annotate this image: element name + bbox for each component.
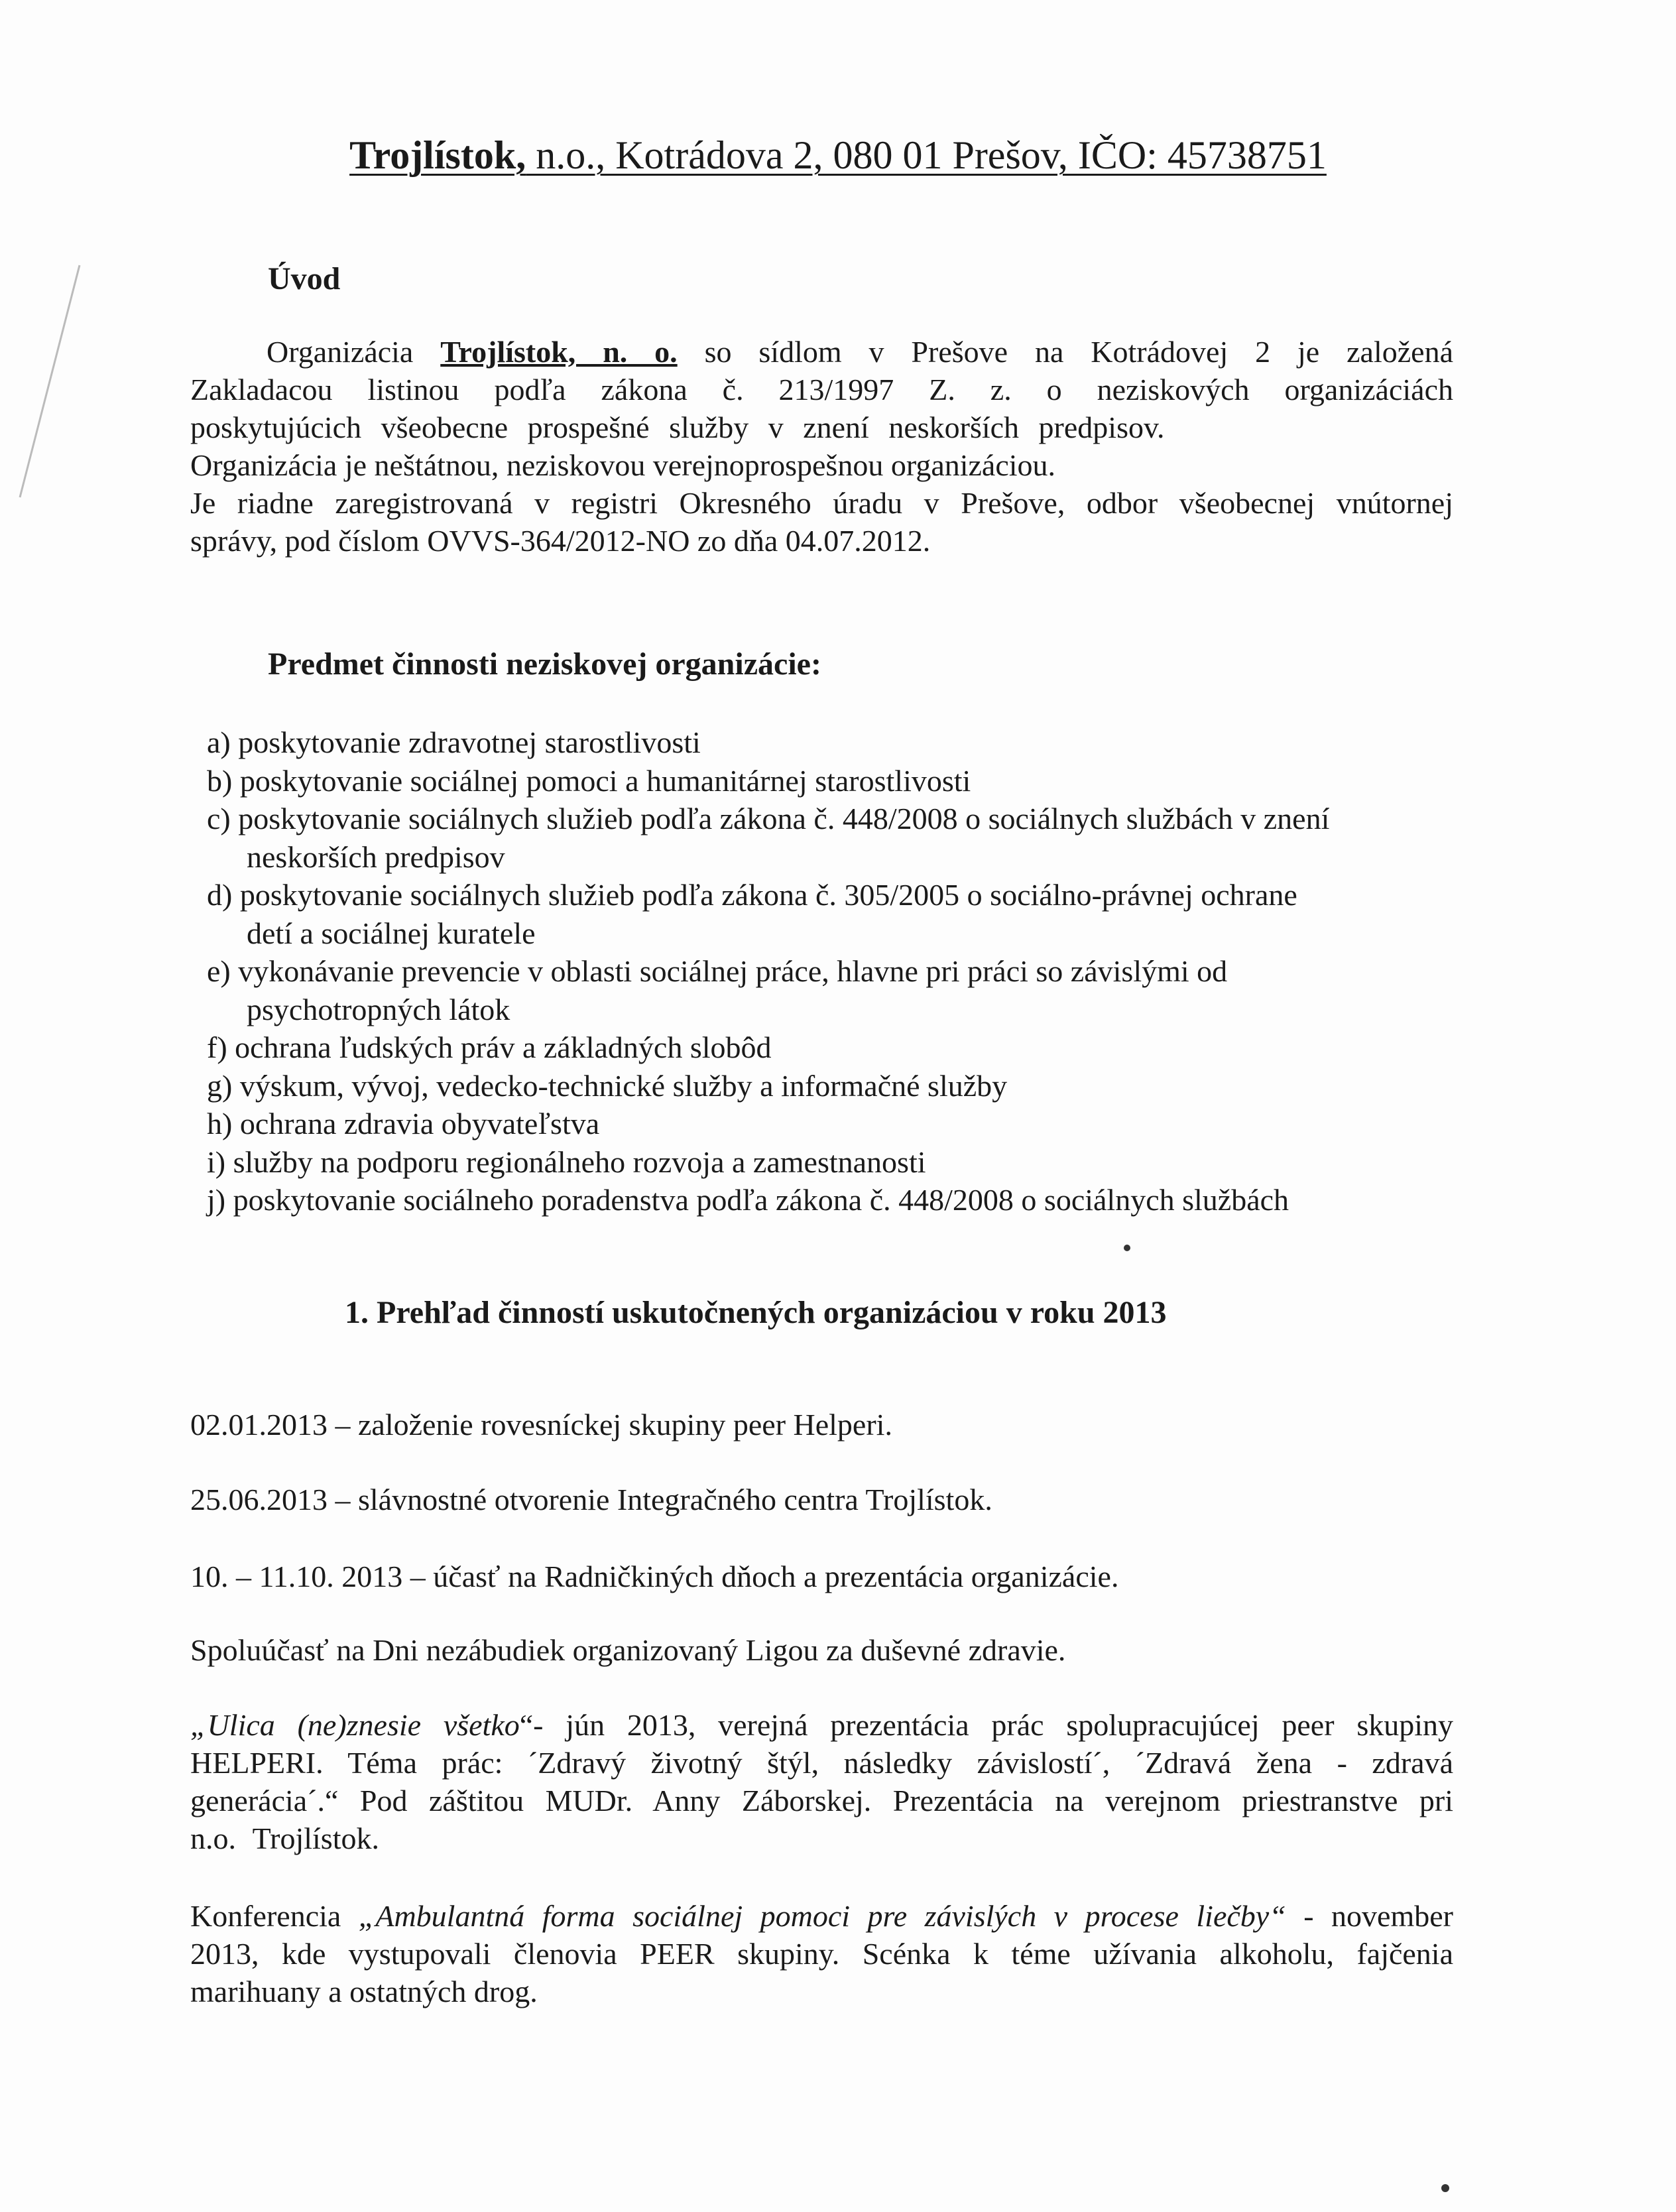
ulica-paragraph	[190, 1706, 1453, 1857]
event-item: Spoluúčasť na Dni nezábudiek organizovaný Ligou za duševné zdravie.	[190, 1633, 1066, 1667]
paragraph-line: marihuany a ostatných drog.	[190, 1975, 538, 2008]
event-item: 02.01.2013 – založenie rovesníckej skupiny peer Helperi.	[190, 1408, 892, 1442]
paragraph-line: n.o. Trojlístok.	[190, 1821, 379, 1855]
paragraph-line	[190, 1897, 1453, 1935]
event-title: „Ulica (ne)znesie všetko	[190, 1708, 520, 1742]
list-item: j) poskytovanie sociálneho poradenstva podľa zákona č. 448/2008 o sociálnych službách	[207, 1183, 1289, 1217]
list-item-continuation: detí a sociálnej kuratele	[247, 916, 536, 950]
list-item: g) výskum, vývoj, vedecko-technické služby a informačné služby	[207, 1068, 1008, 1103]
scan-dot	[1124, 1245, 1130, 1251]
intro-heading: Úvod	[268, 261, 341, 296]
org-name-emphasis: Trojlístok, n. o.	[440, 335, 678, 369]
scan-edge-line	[20, 265, 80, 497]
list-item-continuation: psychotropných látok	[247, 992, 510, 1026]
paragraph-line	[190, 1706, 1453, 1744]
list-item: c) poskytovanie sociálnych služieb podľa zákona č. 448/2008 o sociálnych službách v znení	[207, 802, 1330, 835]
list-item: d) poskytovanie sociálnych služieb podľa zákona č. 305/2005 o sociálno-právnej ochrane	[207, 878, 1297, 912]
header-address: n.o., Kotrádova 2, 080 01 Prešov, IČO: 45738751	[526, 133, 1327, 177]
list-item: a) poskytovanie zdravotnej starostlivosti	[207, 725, 701, 759]
paragraph-line: 2013, kde vystupovali členovia PEER skupiny. Scénka k téme užívania alkoholu, fajčenia	[190, 1937, 1453, 1971]
intro-line: poskytujúcich všeobecne prospešné služby v znení neskorších predpisov.	[190, 410, 1165, 444]
intro-line	[190, 333, 1453, 371]
paragraph-line: generácia´.“ Pod záštitou MUDr. Anny Záborskej. Prezentácia na verejnom priestranstve pri	[190, 1784, 1453, 1817]
text: Organizácia	[267, 335, 441, 369]
intro-line: Zakladacou listinou podľa zákona č. 213/1997 Z. z. o neziskových organizáciách	[190, 373, 1453, 406]
list-item: e) vykonávanie prevencie v oblasti sociálnej práce, hlavne pri práci so závislými od	[207, 954, 1228, 988]
text: “- jún 2013, verejná prezentácia prác spolupracujúcej peer skupiny	[519, 1708, 1454, 1742]
list-item: f) ochrana ľudských práv a základných slobôd	[207, 1030, 772, 1064]
intro-line: Organizácia je neštátnou, neziskovou verejnoprospešnou organizáciou.	[190, 448, 1056, 482]
intro-line: správy, pod číslom OVVS-364/2012-NO zo dňa 04.07.2012.	[190, 524, 931, 558]
list-item: b) poskytovanie sociálnej pomoci a humanitárnej starostlivosti	[207, 763, 971, 798]
intro-paragraph	[190, 333, 1453, 560]
paragraph-line: HELPERI. Téma prác: ´Zdravý životný štýl, následky závislostí´, ´Zdravá žena - zdravá	[190, 1746, 1453, 1780]
text: Konferencia	[190, 1899, 359, 1933]
document-header	[0, 133, 1676, 178]
scan-dot	[1441, 2184, 1449, 2192]
text: - november	[1286, 1899, 1453, 1933]
section1-heading: 1. Prehľad činností uskutočnených organizáciou v roku 2013	[345, 1295, 1167, 1330]
list-item-continuation: neskorších predpisov	[247, 839, 505, 874]
text: so sídlom v Prešove na Kotrádovej 2 je založená	[677, 335, 1453, 369]
conference-title: „Ambulantná forma sociálnej pomoci pre závislých v procese liečby“	[358, 1899, 1286, 1933]
event-item: 25.06.2013 – slávnostné otvorenie Integračného centra Trojlístok.	[190, 1483, 992, 1516]
list-item: h) ochrana zdravia obyvateľstva	[207, 1107, 600, 1140]
intro-line: Je riadne zaregistrovaná v registri Okresného úradu v Prešove, odbor všeobecnej vnútornej	[190, 486, 1453, 520]
event-item: 10. – 11.10. 2013 – účasť na Radničkiných dňoch a prezentácia organizácie.	[190, 1560, 1119, 1593]
list-item: i) služby na podporu regionálneho rozvoja a zamestnanosti	[207, 1144, 926, 1179]
header-org-name: Trojlístok,	[349, 133, 526, 177]
subject-list	[207, 723, 1329, 1219]
konferencia-paragraph	[190, 1897, 1453, 2010]
subject-heading: Predmet činnosti neziskovej organizácie:	[268, 646, 821, 682]
